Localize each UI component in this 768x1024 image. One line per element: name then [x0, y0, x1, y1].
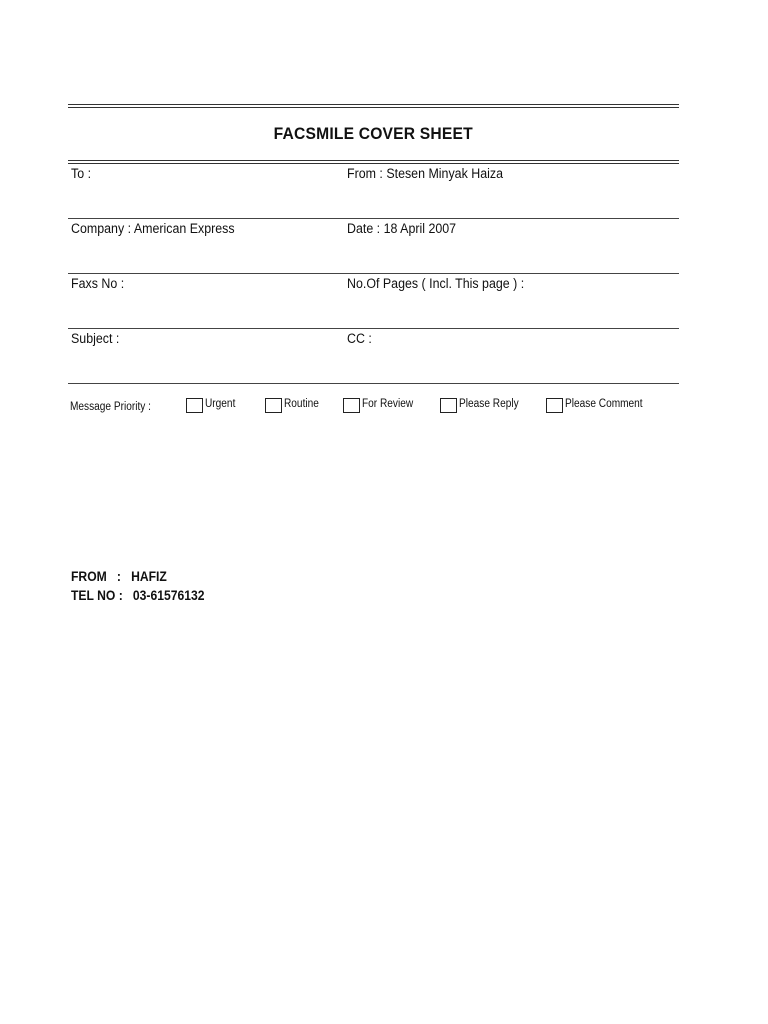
row-to-from: [68, 164, 679, 219]
row-fax-pages: [68, 274, 679, 329]
priority-please-reply-option[interactable]: [440, 398, 527, 413]
message-priority-label: Message Priority :: [70, 401, 151, 413]
title-row: [68, 108, 679, 160]
please-reply-checkbox[interactable]: [440, 398, 457, 413]
for-review-label: For Review: [362, 397, 414, 410]
subject-field: Subject :: [71, 331, 120, 346]
row-subject-cc: [68, 329, 679, 384]
company-field: Company : American Express: [71, 221, 235, 236]
routine-checkbox[interactable]: [265, 398, 282, 413]
priority-routine-option[interactable]: [265, 398, 324, 413]
please-comment-label: Please Comment: [565, 397, 643, 410]
urgent-checkbox[interactable]: [186, 398, 203, 413]
footer-from-line: FROM : HAFIZ: [71, 569, 167, 584]
message-priority-row: [68, 384, 679, 414]
page-title: FACSMILE COVER SHEET: [273, 124, 474, 143]
urgent-label: Urgent: [205, 397, 236, 410]
routine-label: Routine: [284, 397, 319, 410]
sender-footer: [71, 567, 205, 605]
fax-number-field: Faxs No :: [71, 276, 125, 291]
please-reply-label: Please Reply: [459, 397, 519, 410]
cc-field: CC :: [347, 331, 372, 346]
please-comment-checkbox[interactable]: [546, 398, 563, 413]
date-field: Date : 18 April 2007: [347, 221, 457, 236]
priority-please-comment-option[interactable]: [546, 398, 653, 413]
row-company-date: [68, 219, 679, 274]
priority-urgent-option[interactable]: [186, 398, 240, 413]
from-field: From : Stesen Minyak Haiza: [347, 166, 503, 181]
footer-tel-line: TEL NO : 03-61576132: [71, 588, 205, 603]
fax-cover-sheet: [68, 104, 679, 414]
for-review-checkbox[interactable]: [343, 398, 360, 413]
priority-for-review-option[interactable]: [343, 398, 420, 413]
to-field: To :: [71, 166, 92, 181]
pages-field: No.Of Pages ( Incl. This page ) :: [347, 276, 525, 291]
